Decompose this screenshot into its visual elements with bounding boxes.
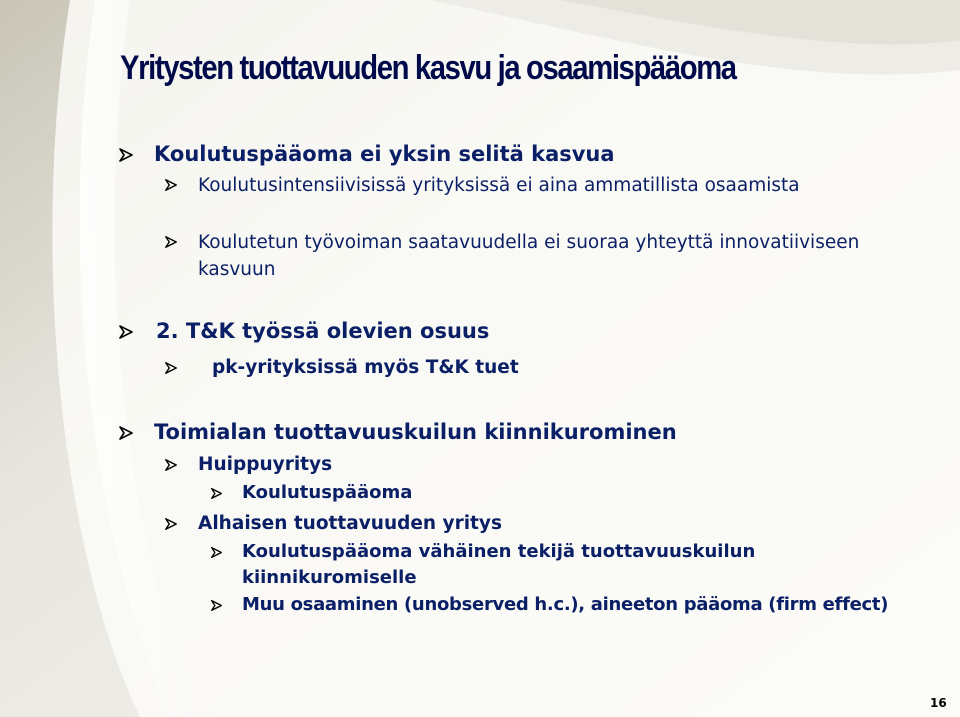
bullet-item: Huippuyritys xyxy=(198,454,333,475)
bullet-item: Koulutuspääoma xyxy=(242,482,413,503)
bullet-arrow-icon xyxy=(164,458,178,472)
bullet-arrow-icon xyxy=(164,235,178,249)
bullet-arrow-icon xyxy=(118,425,134,441)
bullet-item: Muu osaaminen (unobserved h.c.), aineeton pääoma (firm effect) xyxy=(242,594,889,615)
bullet-arrow-icon xyxy=(164,361,178,375)
bullet-item: Koulutuspääoma vähäinen tekijä tuottavuuskuilun kiinnikuromiselle xyxy=(242,541,756,588)
bullet-item: Koulutuspääoma ei yksin selitä kasvua xyxy=(154,142,615,166)
bullet-item: pk-yrityksissä myös T&K tuet xyxy=(212,357,519,378)
bullet-item: Alhaisen tuottavuuden yritys xyxy=(198,513,502,534)
bullet-item: Koulutetun työvoiman saatavuudella ei suoraa yhteyttä innovatiiviseen kasvuun xyxy=(198,232,860,280)
bullet-arrow-icon xyxy=(164,517,178,531)
bullet-item: 2. T&K työssä olevien osuus xyxy=(156,319,490,343)
bullet-item: Toimialan tuottavuuskuilun kiinnikurominen xyxy=(154,420,677,444)
bullet-arrow-icon xyxy=(164,178,178,192)
bullet-arrow-icon xyxy=(118,147,134,163)
bullet-arrow-icon xyxy=(118,324,134,340)
bullet-arrow-icon xyxy=(210,599,223,612)
bullet-arrow-icon xyxy=(210,546,223,559)
bullet-item: Koulutusintensiivisissä yrityksissä ei aina ammatillista osaamista xyxy=(198,175,800,196)
slide-title: Yritysten tuottavuuden kasvu ja osaamispääoma xyxy=(120,49,736,87)
page-number: 16 xyxy=(930,696,947,710)
bullet-arrow-icon xyxy=(210,487,223,500)
